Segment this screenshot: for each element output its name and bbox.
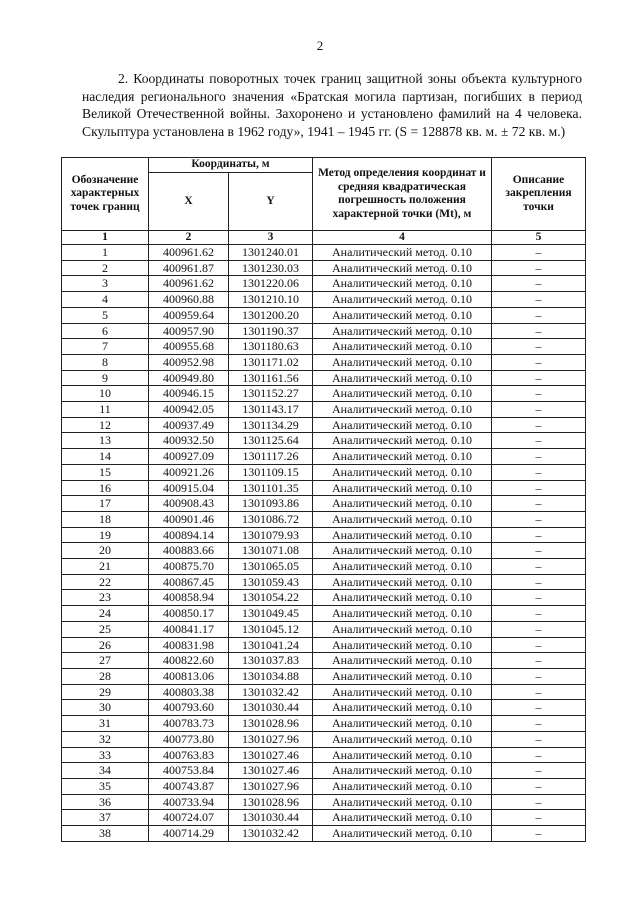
table-row: [62, 511, 586, 527]
cell-description: –: [492, 653, 586, 669]
cell-point-number: 1: [62, 245, 149, 261]
cell-point-number: 32: [62, 731, 149, 747]
cell-point-number: 35: [62, 778, 149, 794]
cell-x: 400959.64: [149, 307, 229, 323]
table-row: [62, 794, 586, 810]
cell-description: –: [492, 307, 586, 323]
cell-x: 400952.98: [149, 354, 229, 370]
cell-x: 400942.05: [149, 402, 229, 418]
table-row: [62, 747, 586, 763]
header-method: Метод определения координат и средняя квадратическая погрешность положения характерной точки (Mt), м: [313, 158, 492, 231]
cell-y: 1301030.44: [229, 700, 313, 716]
cell-method: Аналитический метод. 0.10: [313, 449, 492, 465]
cell-x: 400915.04: [149, 480, 229, 496]
table-row: [62, 307, 586, 323]
cell-point-number: 24: [62, 606, 149, 622]
cell-y: 1301027.96: [229, 731, 313, 747]
cell-method: Аналитический метод. 0.10: [313, 339, 492, 355]
cell-x: 400841.17: [149, 621, 229, 637]
table-row: [62, 574, 586, 590]
cell-description: –: [492, 464, 586, 480]
table-row: [62, 433, 586, 449]
cell-point-number: 7: [62, 339, 149, 355]
table-row: [62, 684, 586, 700]
cell-y: 1301093.86: [229, 496, 313, 512]
cell-point-number: 14: [62, 449, 149, 465]
cell-x: 400946.15: [149, 386, 229, 402]
cell-method: Аналитический метод. 0.10: [313, 574, 492, 590]
cell-description: –: [492, 433, 586, 449]
cell-point-number: 12: [62, 417, 149, 433]
cell-method: Аналитический метод. 0.10: [313, 778, 492, 794]
column-number: 5: [492, 231, 586, 245]
table-row: [62, 543, 586, 559]
column-number: 2: [149, 231, 229, 245]
cell-y: 1301028.96: [229, 716, 313, 732]
cell-y: 1301027.46: [229, 763, 313, 779]
table-row: [62, 778, 586, 794]
cell-description: –: [492, 590, 586, 606]
cell-description: –: [492, 543, 586, 559]
cell-point-number: 13: [62, 433, 149, 449]
cell-x: 400714.29: [149, 826, 229, 842]
cell-description: –: [492, 370, 586, 386]
cell-point-number: 4: [62, 292, 149, 308]
cell-y: 1301030.44: [229, 810, 313, 826]
table-row: [62, 276, 586, 292]
cell-description: –: [492, 637, 586, 653]
cell-y: 1301027.96: [229, 778, 313, 794]
cell-point-number: 15: [62, 464, 149, 480]
table-row: [62, 810, 586, 826]
cell-method: Аналитический метод. 0.10: [313, 370, 492, 386]
header-x: X: [149, 173, 229, 231]
cell-point-number: 18: [62, 511, 149, 527]
table-row: [62, 668, 586, 684]
cell-y: 1301220.06: [229, 276, 313, 292]
cell-description: –: [492, 260, 586, 276]
cell-method: Аналитический метод. 0.10: [313, 527, 492, 543]
table-row: [62, 653, 586, 669]
cell-point-number: 9: [62, 370, 149, 386]
cell-y: 1301049.45: [229, 606, 313, 622]
cell-point-number: 27: [62, 653, 149, 669]
cell-description: –: [492, 700, 586, 716]
header-y: Y: [229, 173, 313, 231]
cell-method: Аналитический метод. 0.10: [313, 386, 492, 402]
table-row: [62, 527, 586, 543]
page-number: 2: [316, 38, 324, 53]
cell-method: Аналитический метод. 0.10: [313, 433, 492, 449]
cell-description: –: [492, 716, 586, 732]
cell-y: 1301071.08: [229, 543, 313, 559]
cell-description: –: [492, 354, 586, 370]
table-row: [62, 763, 586, 779]
cell-x: 400875.70: [149, 559, 229, 575]
cell-x: 400961.62: [149, 276, 229, 292]
cell-method: Аналитический метод. 0.10: [313, 511, 492, 527]
cell-x: 400724.07: [149, 810, 229, 826]
cell-y: 1301230.03: [229, 260, 313, 276]
cell-method: Аналитический метод. 0.10: [313, 402, 492, 418]
cell-description: –: [492, 480, 586, 496]
cell-description: –: [492, 386, 586, 402]
cell-point-number: 17: [62, 496, 149, 512]
cell-x: 400763.83: [149, 747, 229, 763]
table-row: [62, 606, 586, 622]
cell-description: –: [492, 794, 586, 810]
cell-y: 1301032.42: [229, 684, 313, 700]
cell-point-number: 25: [62, 621, 149, 637]
cell-point-number: 19: [62, 527, 149, 543]
cell-method: Аналитический метод. 0.10: [313, 684, 492, 700]
cell-x: 400961.87: [149, 260, 229, 276]
cell-point-number: 38: [62, 826, 149, 842]
cell-method: Аналитический метод. 0.10: [313, 307, 492, 323]
cell-point-number: 5: [62, 307, 149, 323]
cell-x: 400937.49: [149, 417, 229, 433]
coordinates-table: [61, 157, 586, 842]
cell-description: –: [492, 276, 586, 292]
cell-y: 1301041.24: [229, 637, 313, 653]
cell-x: 400894.14: [149, 527, 229, 543]
intro-paragraph: [82, 70, 582, 140]
cell-y: 1301109.15: [229, 464, 313, 480]
table-header: [62, 158, 586, 245]
header-description: Описание закрепления точки: [492, 158, 586, 231]
cell-method: Аналитический метод. 0.10: [313, 810, 492, 826]
cell-method: Аналитический метод. 0.10: [313, 245, 492, 261]
cell-y: 1301079.93: [229, 527, 313, 543]
cell-y: 1301054.22: [229, 590, 313, 606]
cell-point-number: 31: [62, 716, 149, 732]
cell-x: 400883.66: [149, 543, 229, 559]
cell-x: 400960.88: [149, 292, 229, 308]
cell-x: 400921.26: [149, 464, 229, 480]
cell-y: 1301210.10: [229, 292, 313, 308]
cell-description: –: [492, 292, 586, 308]
cell-description: –: [492, 763, 586, 779]
table-row: [62, 464, 586, 480]
cell-method: Аналитический метод. 0.10: [313, 276, 492, 292]
column-number: 4: [313, 231, 492, 245]
cell-method: Аналитический метод. 0.10: [313, 700, 492, 716]
cell-point-number: 23: [62, 590, 149, 606]
cell-method: Аналитический метод. 0.10: [313, 260, 492, 276]
cell-method: Аналитический метод. 0.10: [313, 606, 492, 622]
cell-description: –: [492, 323, 586, 339]
cell-x: 400743.87: [149, 778, 229, 794]
cell-description: –: [492, 826, 586, 842]
cell-x: 400813.06: [149, 668, 229, 684]
table-row: [62, 323, 586, 339]
intro-text: 2. Координаты поворотных точек границ защитной зоны объекта культурного наследия регионального значения «Братская могила партизан, погибших в период Великой Отечественной войны. Захоронено и установлено фамилий на 4 человека. Скульптура установлена в 1962 году», 1941 – 1945 гг. (S = 128878 кв. м. ± 72 кв. м.): [82, 71, 582, 139]
cell-point-number: 37: [62, 810, 149, 826]
cell-x: 400850.17: [149, 606, 229, 622]
cell-description: –: [492, 559, 586, 575]
cell-y: 1301134.29: [229, 417, 313, 433]
column-number: 3: [229, 231, 313, 245]
cell-x: 400803.38: [149, 684, 229, 700]
cell-x: 400957.90: [149, 323, 229, 339]
table-row: [62, 621, 586, 637]
cell-x: 400753.84: [149, 763, 229, 779]
cell-y: 1301117.26: [229, 449, 313, 465]
cell-y: 1301059.43: [229, 574, 313, 590]
cell-point-number: 6: [62, 323, 149, 339]
cell-method: Аналитический метод. 0.10: [313, 621, 492, 637]
table-row: [62, 449, 586, 465]
cell-method: Аналитический метод. 0.10: [313, 480, 492, 496]
cell-x: 400822.60: [149, 653, 229, 669]
table-row: [62, 245, 586, 261]
cell-x: 400949.80: [149, 370, 229, 386]
cell-description: –: [492, 511, 586, 527]
cell-point-number: 30: [62, 700, 149, 716]
cell-x: 400831.98: [149, 637, 229, 653]
cell-y: 1301101.35: [229, 480, 313, 496]
cell-method: Аналитический метод. 0.10: [313, 559, 492, 575]
table-row: [62, 700, 586, 716]
cell-y: 1301240.01: [229, 245, 313, 261]
table-row: [62, 496, 586, 512]
cell-method: Аналитический метод. 0.10: [313, 292, 492, 308]
cell-method: Аналитический метод. 0.10: [313, 747, 492, 763]
cell-description: –: [492, 778, 586, 794]
cell-method: Аналитический метод. 0.10: [313, 826, 492, 842]
table-row: [62, 731, 586, 747]
cell-method: Аналитический метод. 0.10: [313, 763, 492, 779]
cell-x: 400773.80: [149, 731, 229, 747]
cell-method: Аналитический метод. 0.10: [313, 417, 492, 433]
cell-description: –: [492, 449, 586, 465]
cell-y: 1301161.56: [229, 370, 313, 386]
table-row: [62, 260, 586, 276]
cell-method: Аналитический метод. 0.10: [313, 496, 492, 512]
cell-x: 400733.94: [149, 794, 229, 810]
cell-x: 400901.46: [149, 511, 229, 527]
cell-description: –: [492, 606, 586, 622]
cell-method: Аналитический метод. 0.10: [313, 543, 492, 559]
cell-y: 1301027.46: [229, 747, 313, 763]
table-row: [62, 716, 586, 732]
table-row: [62, 386, 586, 402]
table-row: [62, 480, 586, 496]
table-row: [62, 637, 586, 653]
cell-description: –: [492, 668, 586, 684]
table-row: [62, 559, 586, 575]
table-row: [62, 370, 586, 386]
cell-y: 1301180.63: [229, 339, 313, 355]
cell-x: 400858.94: [149, 590, 229, 606]
header-coordinates: Координаты, м: [149, 158, 313, 173]
cell-point-number: 3: [62, 276, 149, 292]
cell-method: Аналитический метод. 0.10: [313, 731, 492, 747]
cell-point-number: 29: [62, 684, 149, 700]
cell-y: 1301045.12: [229, 621, 313, 637]
cell-x: 400955.68: [149, 339, 229, 355]
cell-description: –: [492, 417, 586, 433]
cell-y: 1301034.88: [229, 668, 313, 684]
cell-method: Аналитический метод. 0.10: [313, 794, 492, 810]
cell-y: 1301032.42: [229, 826, 313, 842]
cell-point-number: 26: [62, 637, 149, 653]
table-row: [62, 339, 586, 355]
table-row: [62, 292, 586, 308]
cell-description: –: [492, 402, 586, 418]
cell-y: 1301037.83: [229, 653, 313, 669]
cell-y: 1301143.17: [229, 402, 313, 418]
cell-point-number: 21: [62, 559, 149, 575]
cell-y: 1301086.72: [229, 511, 313, 527]
cell-point-number: 16: [62, 480, 149, 496]
cell-point-number: 22: [62, 574, 149, 590]
cell-x: 400961.62: [149, 245, 229, 261]
cell-y: 1301200.20: [229, 307, 313, 323]
cell-method: Аналитический метод. 0.10: [313, 637, 492, 653]
table-body: [62, 245, 586, 842]
cell-description: –: [492, 684, 586, 700]
cell-description: –: [492, 574, 586, 590]
cell-x: 400867.45: [149, 574, 229, 590]
table-row: [62, 417, 586, 433]
cell-point-number: 8: [62, 354, 149, 370]
cell-method: Аналитический метод. 0.10: [313, 323, 492, 339]
cell-description: –: [492, 339, 586, 355]
cell-description: –: [492, 245, 586, 261]
cell-description: –: [492, 621, 586, 637]
table-row: [62, 826, 586, 842]
cell-x: 400793.60: [149, 700, 229, 716]
cell-x: 400927.09: [149, 449, 229, 465]
cell-point-number: 28: [62, 668, 149, 684]
cell-method: Аналитический метод. 0.10: [313, 464, 492, 480]
cell-x: 400783.73: [149, 716, 229, 732]
cell-method: Аналитический метод. 0.10: [313, 716, 492, 732]
column-number: 1: [62, 231, 149, 245]
header-point-designation: Обозначение характерных точек границ: [62, 158, 149, 231]
cell-point-number: 34: [62, 763, 149, 779]
cell-method: Аналитический метод. 0.10: [313, 590, 492, 606]
cell-point-number: 10: [62, 386, 149, 402]
cell-description: –: [492, 496, 586, 512]
cell-point-number: 2: [62, 260, 149, 276]
cell-point-number: 33: [62, 747, 149, 763]
cell-y: 1301190.37: [229, 323, 313, 339]
cell-y: 1301065.05: [229, 559, 313, 575]
cell-method: Аналитический метод. 0.10: [313, 653, 492, 669]
table-row: [62, 402, 586, 418]
table-row: [62, 590, 586, 606]
cell-point-number: 36: [62, 794, 149, 810]
cell-description: –: [492, 527, 586, 543]
cell-point-number: 11: [62, 402, 149, 418]
cell-y: 1301125.64: [229, 433, 313, 449]
cell-y: 1301028.96: [229, 794, 313, 810]
cell-description: –: [492, 747, 586, 763]
cell-description: –: [492, 731, 586, 747]
table-row: [62, 354, 586, 370]
cell-method: Аналитический метод. 0.10: [313, 668, 492, 684]
cell-x: 400932.50: [149, 433, 229, 449]
cell-description: –: [492, 810, 586, 826]
cell-y: 1301171.02: [229, 354, 313, 370]
cell-point-number: 20: [62, 543, 149, 559]
cell-y: 1301152.27: [229, 386, 313, 402]
cell-x: 400908.43: [149, 496, 229, 512]
cell-method: Аналитический метод. 0.10: [313, 354, 492, 370]
